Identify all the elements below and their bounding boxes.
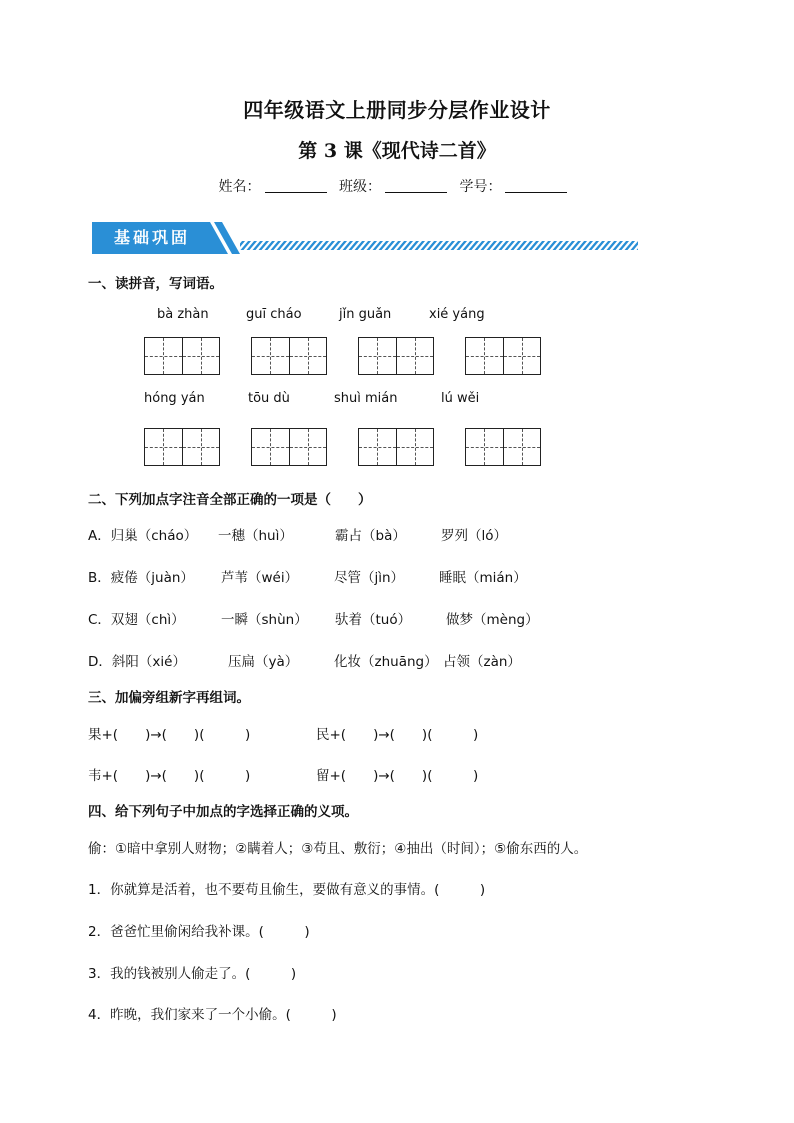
option-item: 一瞬（shùn） — [221, 612, 308, 628]
option-item: 霸占（bà） — [335, 528, 406, 544]
writing-grid[interactable] — [144, 337, 220, 375]
pinyin-label: xié yáng — [429, 307, 485, 322]
radical-item[interactable]: 留+( )→( )( ) — [316, 768, 479, 784]
radical-item[interactable]: 果+( )→( )( ) — [88, 727, 251, 743]
option-item: D．斜阳（xié） — [88, 654, 186, 670]
sentence-item[interactable]: 1．你就算是活着，也不要苟且偷生，要做有意义的事情。( ) — [88, 882, 486, 898]
option-item: 芦苇（wéi） — [221, 570, 299, 586]
option-item: 做梦（mèng） — [446, 612, 539, 628]
writing-grid[interactable] — [358, 428, 434, 466]
id-blank[interactable] — [505, 179, 567, 193]
option-item: 占领（zàn） — [443, 654, 521, 670]
option-item: 睡眠（mián） — [439, 570, 527, 586]
definition-line: 偷：①暗中拿别人财物；②瞒着人；③苟且、敷衍；④抽出（时间）；⑤偷东西的人。 — [88, 841, 588, 857]
choice-option-d[interactable] — [0, 650, 794, 670]
option-item: A．归巢（cháo） — [88, 528, 198, 544]
sentence-item[interactable]: 4．昨晚，我们家来了一个小偷。( ) — [88, 1007, 337, 1023]
option-item: C．双翅（chì） — [88, 612, 185, 628]
writing-grid[interactable] — [251, 428, 327, 466]
writing-grid[interactable] — [358, 337, 434, 375]
option-item: 尽管（jìn） — [334, 570, 405, 586]
pinyin-label: lú wěi — [441, 391, 480, 406]
writing-grid[interactable] — [465, 337, 541, 375]
id-label: 学号： — [459, 179, 502, 195]
pinyin-label: hóng yán — [144, 391, 205, 406]
writing-grid[interactable] — [144, 428, 220, 466]
page-title: 四年级语文上册同步分层作业设计 — [243, 98, 551, 122]
choice-option-c[interactable] — [0, 608, 794, 628]
pinyin-label: jǐn guǎn — [339, 307, 392, 322]
writing-grid[interactable] — [251, 337, 327, 375]
lesson-subtitle: 第 3 课《现代诗二首》 — [298, 140, 496, 162]
radical-item[interactable]: 民+( )→( )( ) — [316, 727, 479, 743]
option-item: B．疲倦（juàn） — [88, 570, 194, 586]
radical-row — [0, 723, 794, 743]
sentence-item[interactable]: 3．我的钱被别人偷走了。( ) — [88, 966, 297, 982]
q1-heading: 一、读拼音，写词语。 — [88, 276, 223, 292]
option-item: 一穗（huì） — [218, 528, 293, 544]
q4-heading: 四、给下列句子中加点的字选择正确的义项。 — [88, 804, 358, 820]
q2-heading: 二、下列加点字注音全部正确的一项是（ ） — [88, 492, 372, 508]
sentence-item[interactable]: 2．爸爸忙里偷闲给我补课。( ) — [88, 924, 310, 940]
radical-item[interactable]: 韦+( )→( )( ) — [88, 768, 251, 784]
option-item: 驮着（tuó） — [335, 612, 412, 628]
name-label: 姓名： — [218, 179, 261, 195]
radical-row — [0, 764, 794, 784]
writing-grid[interactable] — [465, 428, 541, 466]
class-label: 班级： — [339, 179, 381, 195]
banner-label: 基础巩固 — [113, 228, 190, 247]
pinyin-label: guī cháo — [246, 307, 302, 322]
option-item: 化妆（zhuāng） — [334, 654, 438, 670]
q3-heading: 三、加偏旁组新字再组词。 — [88, 690, 250, 706]
pinyin-label: bà zhàn — [157, 307, 209, 322]
option-item: 压扁（yà） — [228, 654, 299, 670]
pinyin-label: tōu dù — [248, 391, 290, 406]
name-blank[interactable] — [265, 179, 327, 193]
class-blank[interactable] — [385, 179, 447, 193]
choice-option-b[interactable] — [0, 566, 794, 586]
pinyin-label: shuì mián — [334, 391, 398, 406]
choice-option-a[interactable] — [0, 524, 794, 544]
student-info-line — [0, 176, 794, 196]
option-item: 罗列（ló） — [441, 528, 508, 544]
